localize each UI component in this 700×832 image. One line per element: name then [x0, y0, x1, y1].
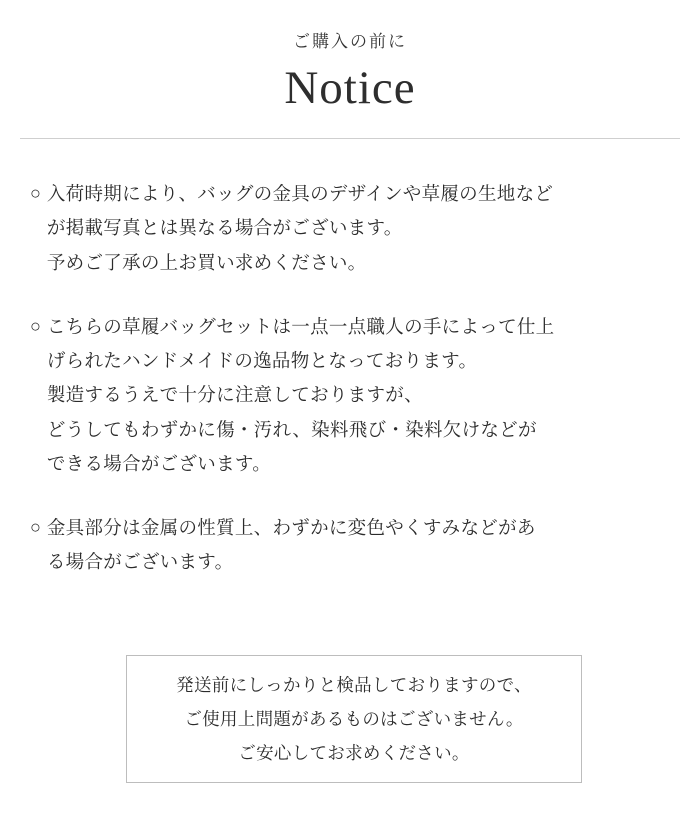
note-line: 入荷時期により、バッグの金具のデザインや草履の生地など — [46, 183, 554, 205]
page-title: Notice — [284, 61, 416, 114]
note-line: 予めご了承の上お買い求めください。 — [46, 251, 367, 273]
bullet-circle-icon: ○ — [30, 516, 41, 537]
note-line: 製造するうえで十分に注意しておりますが、 — [46, 384, 423, 406]
footer-line: ご使用上問題があるものはございません。 — [184, 708, 524, 729]
note-body — [47, 177, 670, 280]
note-line: できる場合がございます。 — [46, 452, 271, 474]
note-line: が掲載写真とは異なる場合がございます。 — [46, 217, 403, 239]
note-line: こちらの草履バッグセットは一点一点職人の手によって仕上 — [46, 315, 555, 337]
bullet-circle-icon: ○ — [30, 183, 41, 204]
list-item — [30, 177, 670, 280]
note-body — [47, 511, 670, 579]
bullet-circle-icon: ○ — [30, 315, 41, 336]
note-body — [47, 310, 670, 481]
footer-line: ご安心してお求めください。 — [238, 743, 470, 764]
note-line: 金具部分は金属の性質上、わずかに変色やくすみなどがあ — [46, 516, 536, 538]
note-line: る場合がございます。 — [46, 551, 234, 573]
page-subtitle: ご購入の前に — [293, 32, 407, 51]
page-header — [0, 0, 700, 139]
notice-list — [30, 139, 670, 579]
list-item — [30, 511, 670, 579]
note-line: どうしてもわずかに傷・汚れ、染料飛び・染料欠けなどが — [46, 418, 537, 440]
footer-callout-box — [126, 655, 582, 783]
footer-line: 発送前にしっかりと検品しておりますので、 — [176, 674, 532, 695]
list-item — [30, 310, 670, 481]
note-line: げられたハンドメイドの逸品物となっております。 — [46, 350, 478, 372]
